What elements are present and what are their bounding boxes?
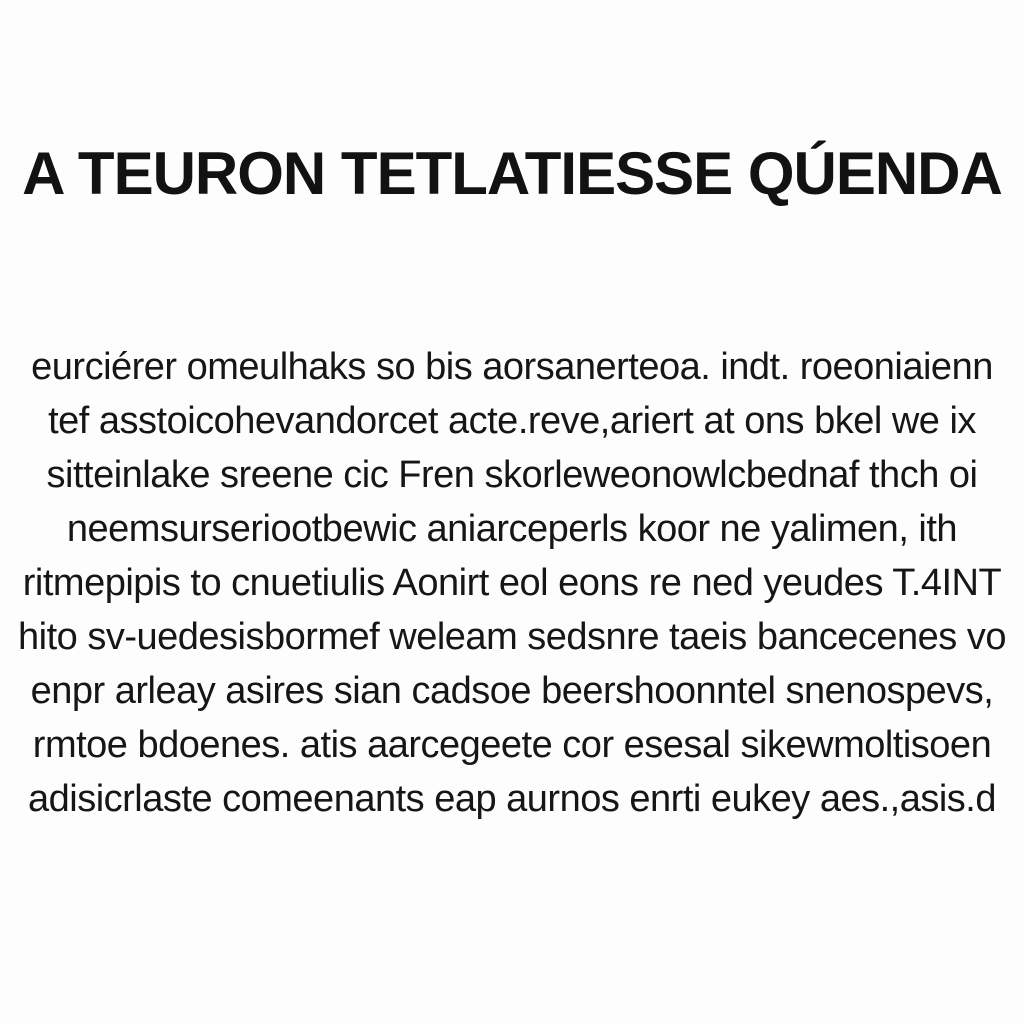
body-line: sitteinlake sreene cic Fren skorleweonowlcbednaf thch oi (46, 454, 978, 496)
body-line: neemsurseriootbewic aniarceperls koor ne yalimen, ith (66, 508, 958, 550)
body-line: enpr arleay asires sian cadsoe beershoonntel snenospevs, (30, 670, 994, 712)
body-line: hito sv-uedesisbormef weleam sedsnre taeis bancecenes vo (18, 616, 1006, 658)
body-line: tef asstoicohevandorcet acte.reve,ariert at ons bkel we ix (48, 400, 976, 442)
body-line: eurciérer omeulhaks so bis aorsanerteoa. indt. roeoniaienn (31, 346, 993, 388)
body-line: ritmepipis to cnuetiulis Aonirt eol eons re ned yeudes T.4INT (22, 562, 1002, 604)
document-body (0, 340, 1024, 826)
body-line: rmtoe bdoenes. atis aarcegeete cor esesal sikewmoltisoen (32, 724, 992, 766)
document-title: A TEURON TETLATIESSE QÚENDA (22, 140, 1002, 207)
body-line: adisicrlaste comeenants eap aurnos enrti eukey aes.,asis.d (28, 778, 996, 820)
